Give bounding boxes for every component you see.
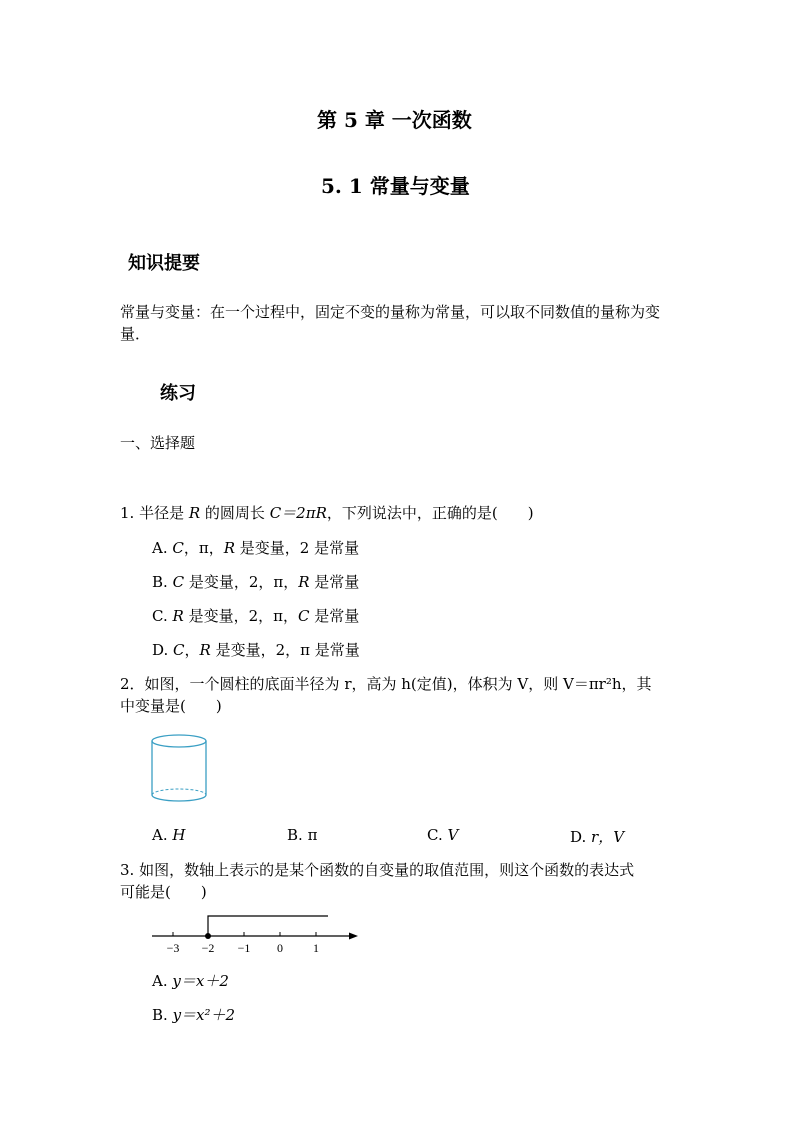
knowledge-text: 常量与变量：在一个过程中，固定不变的量称为常量，可以取不同数值的量称为变量． xyxy=(120,303,661,343)
tick-label: −2 xyxy=(201,941,215,955)
number-line-figure xyxy=(146,908,366,956)
question-3-line-1: 3. 如图，数轴上表示的是某个函数的自变量的取值范围，则这个函数的表达式 xyxy=(120,861,635,879)
practice-heading: 练习 xyxy=(160,383,196,404)
part-heading: 一、选择题 xyxy=(120,434,196,452)
question-1-option-d[interactable]: D. C，R 是变量，2，π 是常量 xyxy=(152,641,360,659)
question-2-line-2: 中变量是( ) xyxy=(120,697,222,715)
question-1-option-a[interactable]: A. C，π，R 是变量，2 是常量 xyxy=(152,539,360,557)
section-title: 5. 1 常量与变量 xyxy=(321,174,470,198)
question-2-option-d[interactable]: D. r，V xyxy=(570,828,625,846)
range-bracket xyxy=(208,916,328,936)
question-1-formula: C＝2πR xyxy=(269,504,327,522)
solid-endpoint xyxy=(205,933,211,939)
question-1-option-b[interactable]: B. C 是变量，2，π，R 是常量 xyxy=(152,573,360,591)
knowledge-heading: 知识提要 xyxy=(128,253,200,274)
axis-arrow-icon xyxy=(349,933,358,940)
question-1-stem: 1. 半径是 R 的圆周长 C＝2πR，下列说法中，正确的是( ) xyxy=(120,504,534,522)
tick-label: 1 xyxy=(313,941,319,955)
question-1-number: 1. xyxy=(120,504,135,522)
question-1-option-c[interactable]: C. R 是变量，2，π，C 是常量 xyxy=(152,607,360,625)
tick-label: −3 xyxy=(166,941,180,955)
question-3-line-2: 可能是( ) xyxy=(120,883,207,901)
tick-label: −1 xyxy=(237,941,251,955)
cylinder-figure xyxy=(146,730,216,806)
question-3-option-b[interactable]: B. y＝x²＋2 xyxy=(152,1006,236,1024)
chapter-title: 第 5 章 一次函数 xyxy=(317,108,472,132)
tick-label: 0 xyxy=(277,941,283,955)
question-2-option-c[interactable]: C. V xyxy=(427,826,459,844)
question-2-option-a[interactable]: A. H xyxy=(152,826,186,844)
question-3-option-a[interactable]: A. y＝x＋2 xyxy=(152,972,229,990)
question-2-line-1: 2．如图，一个圆柱的底面半径为 r，高为 h(定值)，体积为 V，则 V＝πr²h，其 xyxy=(120,675,652,693)
question-2-option-b[interactable]: B. π xyxy=(287,826,318,844)
